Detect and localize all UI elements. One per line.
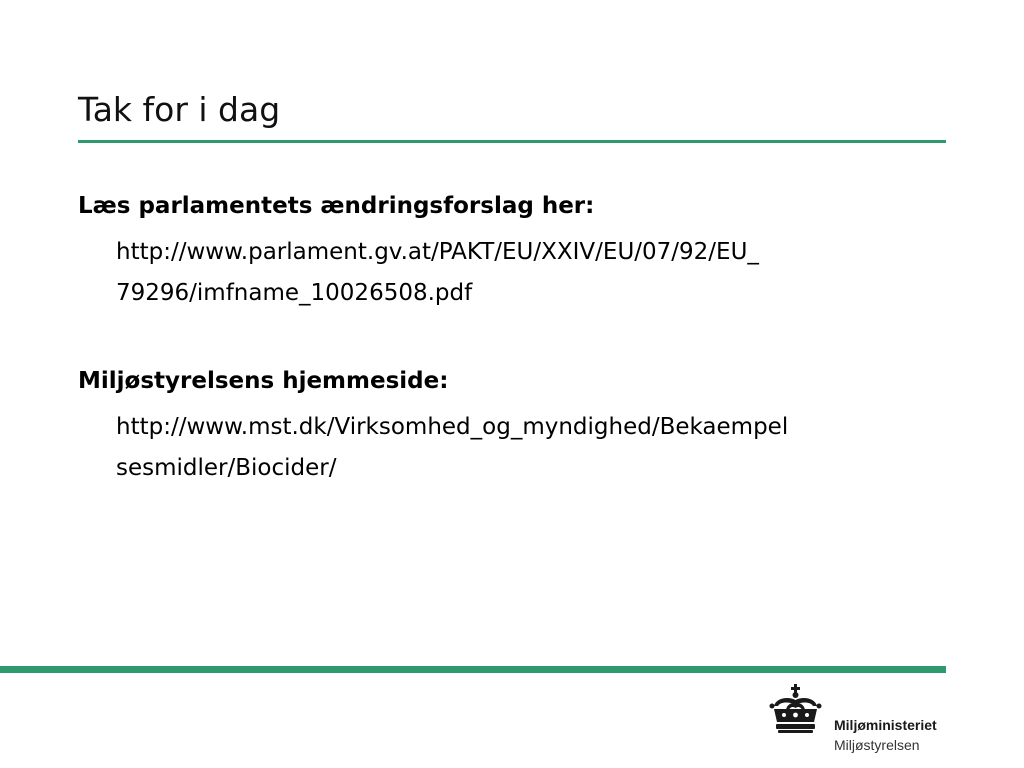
crown-icon xyxy=(768,684,824,736)
parliament-link[interactable] xyxy=(116,232,759,314)
parliament-link-line-1: http://www.parlament.gv.at/PAKT/EU/XXIV/EU/07/92/EU_ xyxy=(116,239,759,265)
mst-link[interactable] xyxy=(116,407,788,489)
ministry-logo xyxy=(768,684,968,756)
section-heading-parliament: Læs parlamentets ændringsforslag her: xyxy=(78,193,595,219)
title-divider xyxy=(78,140,946,143)
org-name: Miljøministeriet xyxy=(834,717,937,733)
mst-link-line-1: http://www.mst.dk/Virksomhed_og_myndighed/Bekaempel xyxy=(116,414,789,440)
footer-divider xyxy=(0,666,946,673)
org-subname: Miljøstyrelsen xyxy=(834,737,920,753)
slide-title: Tak for i dag xyxy=(78,90,281,129)
mst-link-line-2: sesmidler/Biocider/ xyxy=(116,455,337,481)
section-heading-mst: Miljøstyrelsens hjemmeside: xyxy=(78,368,449,394)
parliament-link-line-2: 79296/imfname_10026508.pdf xyxy=(116,280,473,306)
